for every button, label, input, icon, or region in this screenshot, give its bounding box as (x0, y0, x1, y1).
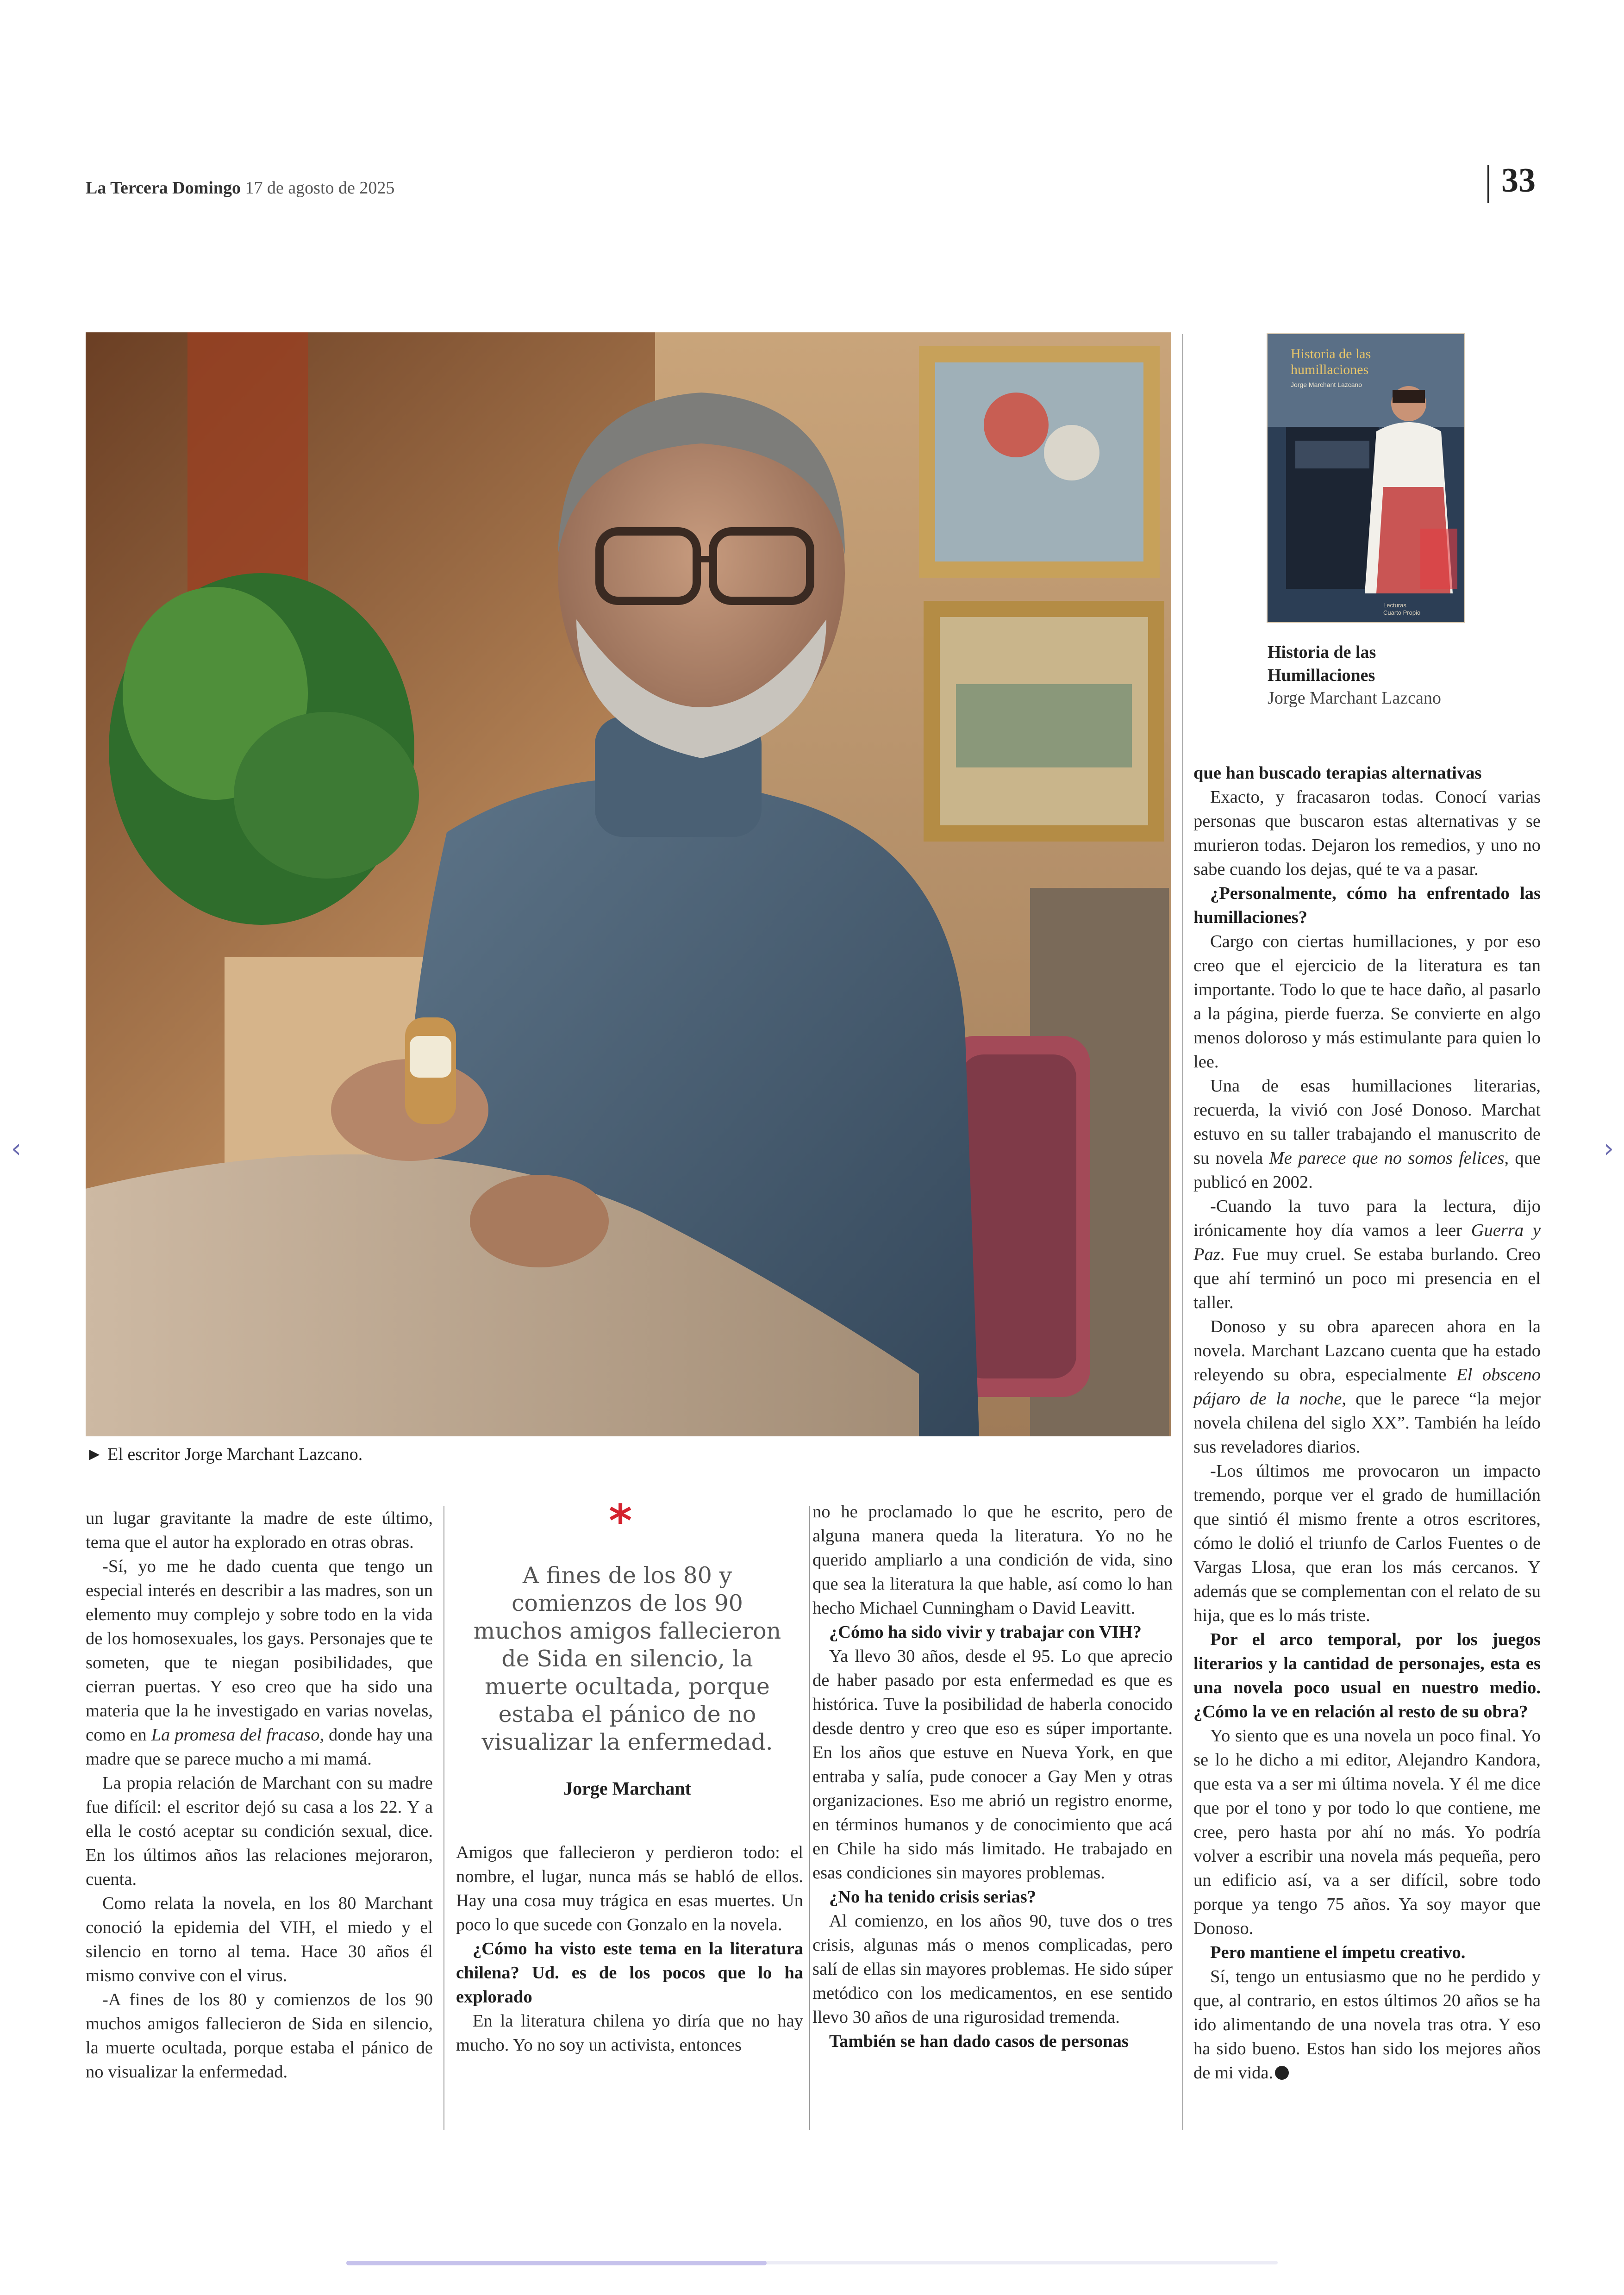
caption-marker: ► (86, 1445, 103, 1464)
interview-question: que han buscado terapias alternativas (1193, 763, 1482, 783)
pull-quote: A fines de los 80 y comienzos de los 90 muchos amigos fallecieron de Sida en silencio, la muerte ocultada, porque estaba el pánico de no visualizar la enfermedad. (473, 1562, 781, 1755)
paragraph: -A fines de los 80 y comienzos de los 90 muchos amigos fallecieron de Sida en silencio, la muerte ocultada, porque estaba el pánico de no visualizar la enfermedad. (86, 1990, 433, 2082)
paragraph: -Cuando la tuvo para la lectura, dijo irónicamente hoy día vamos a leer Guerra y Paz. Fue muy cruel. Se estaba burlando. Creo que ahí terminó un poco mi presencia en el taller. (1193, 1197, 1541, 1312)
page-number: 33 (1501, 162, 1536, 200)
paragraph: no he proclamado lo que he escrito, pero de alguna manera queda la literatura. Yo no he querido ampliarlo a una condición de vida, sino que sea la literatura la que hable, así como lo han hecho Michael Cunningham o David Leavitt. (812, 1502, 1173, 1618)
book-title-ref: La promesa del fracaso (151, 1725, 320, 1745)
book-title (1268, 641, 1592, 687)
interview-question: ¿Personalmente, cómo ha enfrentado las humillaciones? (1193, 884, 1541, 927)
book-title-line: Historia de las (1268, 642, 1376, 662)
interview-question: Pero mantiene el ímpetu creativo. (1210, 1943, 1466, 1962)
page-number-rule (1487, 165, 1489, 203)
paragraph: -Sí, yo me he dado cuenta que tengo un especial interés en describir a las madres, son un elemento muy complejo y sobre todo en la vida de los homosexuales, los gays. Personajes que te someten, que te niegan posibilidades, que cierran puertas. Y eso creo que ha sido una materia que la he investigado en varias novelas, como en La promesa del fracaso, donde hay una madre que se parece mucho a mi mamá. (86, 1557, 433, 1769)
author-photo (86, 332, 1171, 1436)
paragraph: Una de esas humillaciones literarias, recuerda, la vivió con José Donoso. Marchat estuvo en su taller trabajando el manuscrito de su novela Me parece que no somos felices, que publicó en 2002. (1193, 1076, 1541, 1192)
column-divider (443, 1506, 444, 2130)
book-cover-title: humillaciones (1291, 362, 1369, 377)
paragraph: Cargo con ciertas humillaciones, y por eso creo que el ejercicio de la literatura es tan importante. Todo lo que te hace daño, al pasarlo a la página, pierde fuerza. Se convierte en algo menos doloroso y más estimulante para quien lo lee. (1193, 932, 1541, 1072)
paragraph: Ya llevo 30 años, desde el 95. Lo que aprecio de haber pasado por esta enfermedad es que es histórica. Tuve la posibilidad de haberla conocido desde dentro y creo que eso es súper importante. En los años que estuve en Nueva York, en que entraba y salía, pude conocer a Gay Men y otras organizaciones. Eso me abrió un registro enorme, en términos humanos y de conocimiento que acá en Chile ha sido más limitado. He trabajado en esas condiciones sin mayores problemas. (812, 1646, 1173, 1883)
publication-date: 17 de agosto de 2025 (245, 178, 395, 198)
book-author: Jorge Marchant Lazcano (1268, 688, 1441, 708)
paragraph: Como relata la novela, en los 80 Marchant conoció la epidemia del VIH, el miedo y el silencio en torno al tema. Hace 30 años él mismo convive con el virus. (86, 1894, 433, 1985)
interview-question: ¿No ha tenido crisis serias? (829, 1887, 1037, 1907)
paragraph: -Los últimos me provocaron un impacto tremendo, porque ver el grado de humillación que sintió él mismo frente a otros escritores, cómo le dolió el triunfo de Carlos Fuentes o de Vargas Llosa, que eran los más cercanos. Y además que se complementan con el relato de su hija, que es lo más triste. (1193, 1461, 1541, 1625)
column-divider (809, 1506, 810, 2130)
photo-caption (86, 1444, 362, 1465)
article-column-3 (812, 1500, 1173, 2053)
asterisk-icon: * (609, 1495, 632, 1547)
paragraph: Donoso y su obra aparecen ahora en la novela. Marchant Lazcano cuenta que ha estado releyendo su obra, especialmente El obsceno pájaro de la noche, que le parece “la mejor novela chilena del siglo XX”. También ha leído sus reveladores diarios. (1193, 1317, 1541, 1457)
pull-quote-attribution: Jorge Marchant (563, 1778, 691, 1799)
page-header (86, 178, 394, 198)
interview-question: También se han dado casos de personas (829, 2032, 1129, 2051)
book-cover-title: Historia de las (1291, 346, 1371, 362)
interview-question: ¿Cómo ha sido vivir y trabajar con VIH? (829, 1622, 1142, 1642)
book-title-line: Humillaciones (1268, 666, 1375, 685)
publication-name: La Tercera Domingo (86, 178, 241, 198)
paragraph: Sí, tengo un entusiasmo que no he perdido y que, al contrario, en estos últimos 20 años se ha ido alimentando de una novela tras otra. Y eso ha sido bueno. Estos han sido los mejores años de mi vida. (1193, 1967, 1541, 2083)
article-column-4 (1193, 761, 1541, 2085)
chevron-right-icon[interactable]: › (1603, 1134, 1614, 1164)
book-cover-image (1268, 334, 1464, 622)
paragraph: La propia relación de Marchant con su madre fue difícil: el escritor dejó su casa a los 22. Y a ella le costó aceptar su condición sexual, dice. En los últimos años las relaciones mejoraron, cuenta. (86, 1773, 433, 1889)
interview-question: Por el arco temporal, por los juegos literarios y la cantidad de personajes, esta es una novela poco usual en nuestro medio. ¿Cómo la ve en relación al resto de su obra? (1193, 1630, 1541, 1721)
book-title-ref: El obsceno pájaro de la noche (1193, 1365, 1541, 1409)
horizontal-scrollbar-thumb[interactable] (346, 2261, 767, 2265)
paragraph: Yo siento que es una novela un poco final. Yo se lo he dicho a mi editor, Alejandro Kandora, que esta va a ser mi última novela. Y él me dice que por el tono y por todo lo que contiene, me cree, pero hasta por ahí no más. Yo podría volver a escribir una novela más pequeña, pero un edificio así, va a ser difícil, sobre todo porque ya tengo 75 años. Ya soy mayor que Donoso. (1193, 1726, 1541, 1938)
book-title-ref: Me parece que no somos felices (1269, 1148, 1505, 1168)
caption-text: El escritor Jorge Marchant Lazcano. (107, 1445, 363, 1464)
paragraph: Exacto, y fracasaron todas. Conocí varias personas que buscaron estas alternativas y se murieron todas. Dejaron los remedios, y uno no sabe cuando los dejas, qué te va a pasar. (1193, 787, 1541, 879)
interview-question: ¿Cómo ha visto este tema en la literatura chilena? Ud. es de los pocos que lo ha explorado (456, 1939, 803, 2007)
book-cover-author: Jorge Marchant Lazcano (1291, 381, 1362, 388)
column-divider (1182, 334, 1183, 2130)
book-title-ref: Guerra y Paz (1193, 1221, 1541, 1264)
paragraph: Amigos que fallecieron y perdieron todo: el nombre, el lugar, nunca más se habló de ellos. Hay una cosa muy trágica en esas muertes. Un poco lo que sucede con Gonzalo en la novela. (456, 1843, 803, 1934)
chevron-left-icon[interactable]: ‹ (11, 1134, 22, 1164)
paragraph: En la literatura chilena yo diría que no hay mucho. Yo no soy un activista, entonces (456, 2011, 803, 2055)
end-of-article-icon (1275, 2066, 1289, 2080)
book-cover-publisher: Lecturas (1383, 602, 1406, 609)
paragraph: un lugar gravitante la madre de este último, tema que el autor ha explorado en otras obras. (86, 1509, 433, 1552)
article-column-1 (86, 1506, 433, 2084)
book-cover-publisher: Cuarto Propio (1383, 609, 1421, 616)
paragraph: Al comienzo, en los años 90, tuve dos o tres crisis, algunas más o menos complicadas, pero salí de ellas sin mayores problemas. He sido súper metódico con los medicamentos, en ese sentido llevo 30 años de una rigurosidad tremenda. (812, 1911, 1173, 2027)
article-column-2 (456, 1840, 803, 2057)
